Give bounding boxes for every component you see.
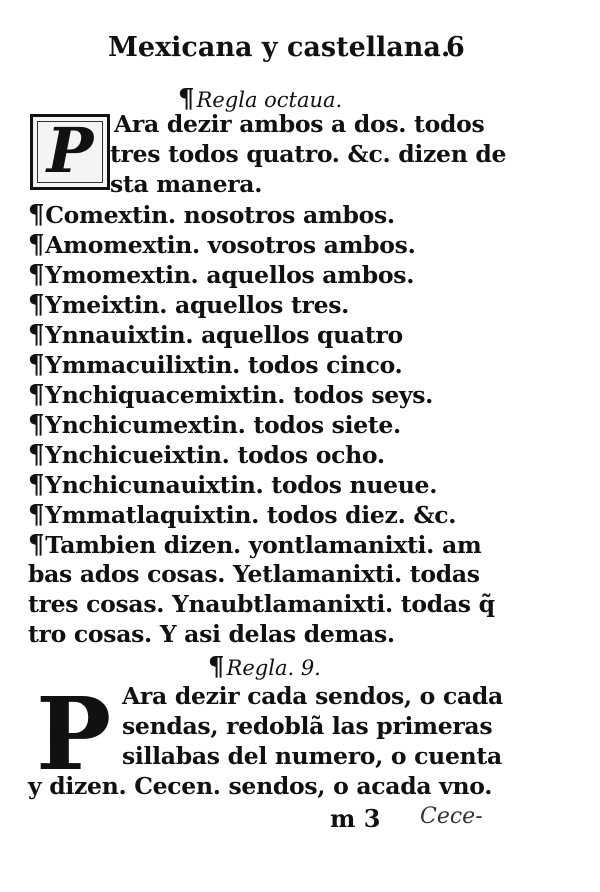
signature-mark: m 3 xyxy=(330,804,381,833)
list-item-text: Ymmacuilixtin. todos cinco. xyxy=(45,351,403,379)
pilcrow-icon: ¶ xyxy=(28,530,45,560)
paragraph-1-line: tres todos quatro. &c. dizen de xyxy=(110,140,507,168)
pilcrow-icon: ¶ xyxy=(28,260,45,290)
paragraph-2-line: Ara dezir cada sendos, o cada xyxy=(122,682,503,710)
rule-9-heading xyxy=(208,652,321,682)
list-item xyxy=(28,350,402,380)
list-item xyxy=(28,470,437,500)
decorated-initial-letter: P xyxy=(46,114,94,187)
catchword: Cece- xyxy=(420,804,483,829)
tambien-text: Tambien dizen. yontlamanixti. am xyxy=(45,531,482,559)
list-item xyxy=(28,410,401,440)
decorated-initial xyxy=(30,114,110,190)
list-item xyxy=(28,440,385,470)
rule-8-title: Regla octaua. xyxy=(196,88,343,112)
tambien-paragraph-line: bas ados cosas. Yetlamanixti. todas xyxy=(28,560,480,588)
tambien-paragraph-line: tres cosas. Ynaubtlamanixti. todas q̃ xyxy=(28,590,495,618)
paragraph-2-line: sendas, redoblã las primeras xyxy=(122,712,493,740)
paragraph-2-line: y dizen. Cecen. sendos, o acada vno. xyxy=(28,772,493,800)
list-item-text: Ynchicunauixtin. todos nueue. xyxy=(45,471,438,499)
rule-9-title: Regla. 9. xyxy=(226,656,321,680)
tambien-paragraph-line xyxy=(28,530,481,560)
paragraph-2-line: sillabas del numero, o cuenta xyxy=(122,742,502,770)
list-item-text: Ynchicueixtin. todos ocho. xyxy=(45,441,385,469)
list-item xyxy=(28,200,395,230)
pilcrow-icon: ¶ xyxy=(28,290,45,320)
paragraph-1-line: Ara dezir ambos a dos. todos xyxy=(114,110,485,138)
paragraph-1-line: sta manera. xyxy=(110,170,263,198)
pilcrow-icon: ¶ xyxy=(28,380,45,410)
pilcrow-icon: ¶ xyxy=(208,652,225,682)
list-item-text: Ymomextin. aquellos ambos. xyxy=(45,261,415,289)
pilcrow-icon: ¶ xyxy=(28,350,45,380)
list-item xyxy=(28,230,415,260)
pilcrow-icon: ¶ xyxy=(28,470,45,500)
list-item-text: Ymmatlaquixtin. todos diez. &c. xyxy=(45,501,457,529)
running-title: Mexicana y castellana. xyxy=(108,32,451,63)
page-header xyxy=(0,30,600,70)
pilcrow-icon: ¶ xyxy=(28,200,45,230)
list-item-text: Ynnauixtin. aquellos quatro xyxy=(45,321,403,349)
list-item-text: Ynchiquacemixtin. todos seys. xyxy=(45,381,434,409)
list-item xyxy=(28,260,414,290)
large-initial-letter: P xyxy=(36,675,112,793)
pilcrow-icon: ¶ xyxy=(178,84,195,114)
pilcrow-icon: ¶ xyxy=(28,410,45,440)
list-item xyxy=(28,380,433,410)
pilcrow-icon: ¶ xyxy=(28,440,45,470)
pilcrow-icon: ¶ xyxy=(28,230,45,260)
folio-number: 6 xyxy=(446,32,465,63)
list-item-text: Ymeixtin. aquellos tres. xyxy=(45,291,350,319)
tambien-paragraph-line: tro cosas. Y asi delas demas. xyxy=(28,620,395,648)
list-item-text: Comextin. nosotros ambos. xyxy=(45,201,395,229)
list-item-text: Amomextin. vosotros ambos. xyxy=(45,231,416,259)
list-item xyxy=(28,320,403,350)
list-item xyxy=(28,500,456,530)
pilcrow-icon: ¶ xyxy=(28,320,45,350)
pilcrow-icon: ¶ xyxy=(28,500,45,530)
list-item xyxy=(28,290,349,320)
list-item-text: Ynchicumextin. todos siete. xyxy=(45,411,401,439)
